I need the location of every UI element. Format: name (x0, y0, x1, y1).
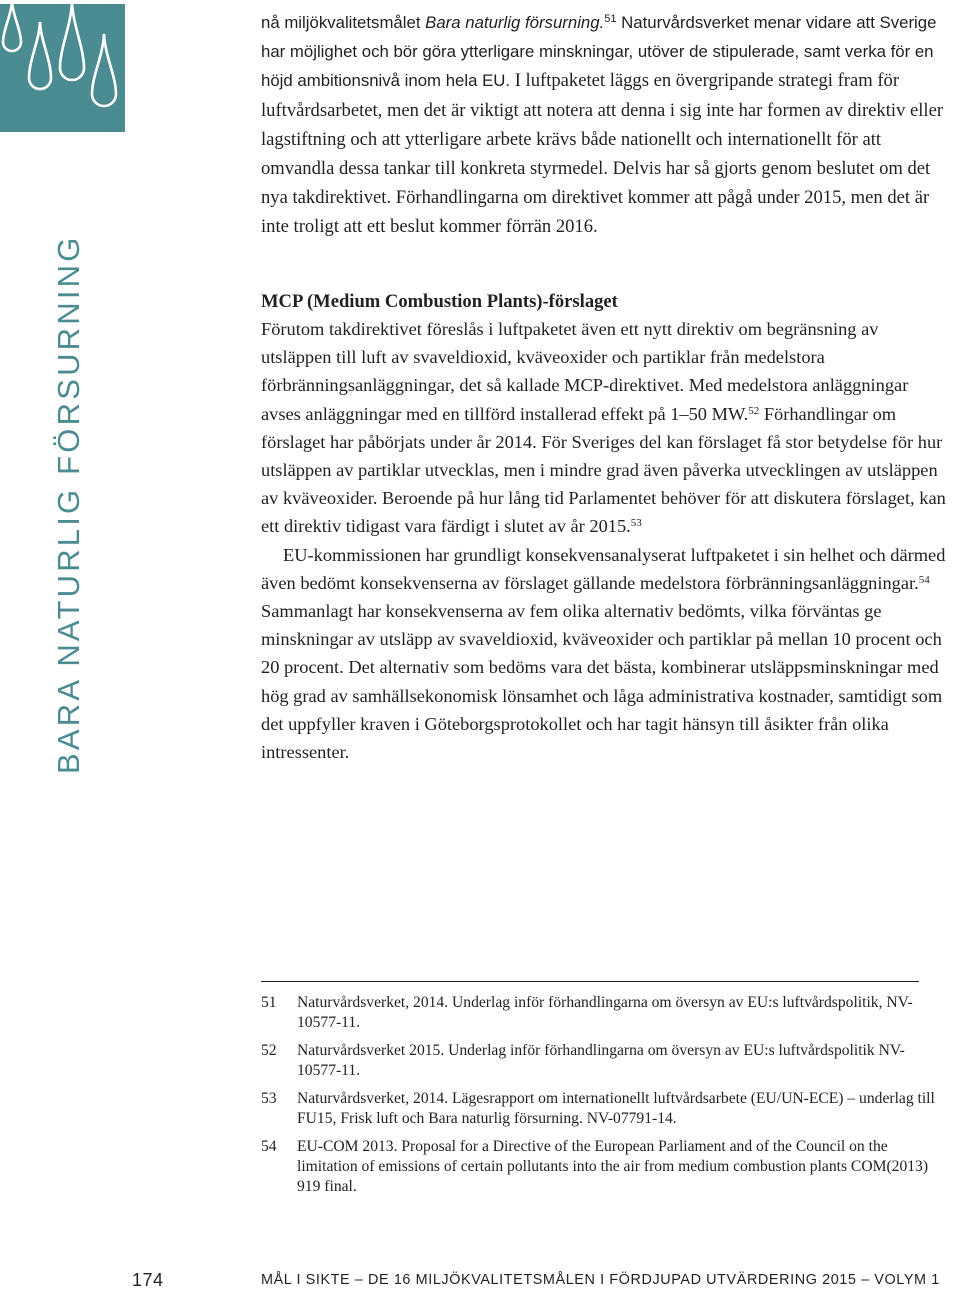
mcp-section (261, 289, 951, 766)
footnote-ref: 52 (748, 404, 760, 417)
footnote-text: Naturvårdsverket 2015. Underlag inför förhandlingarna om översyn av EU:s luftvårdspolitik NV-10577-11. (297, 1042, 905, 1079)
footnote (261, 1089, 951, 1129)
footnote (261, 993, 951, 1033)
page-number: 174 (132, 1270, 164, 1290)
footnote (261, 1137, 951, 1197)
footnote-number: 51 (261, 994, 277, 1011)
footnote-text: EU-COM 2013. Proposal for a Directive of the European Parliament and of the Council on the limitation of emissions of certain pollutants into the air from medium combustion plants COM(2013) 919 final. (297, 1138, 929, 1195)
footnote-number: 53 (261, 1090, 277, 1107)
intro-paragraph (261, 8, 951, 242)
section-paragraph-text: Förhandlingar om förslaget har påbörjats under år 2014. För Sveriges del kan förslaget få stor betydelse för hur utsläppen av partiklar utvecklas, men i mindre grad även påverka utvecklingen av utsläppen av kväveoxider. Beroende på hur lång tid Parlamentet behöver för att diskutera förslaget, kan ett direktiv tidigast vara färdigt i slutet av år 2015. (261, 403, 946, 537)
footnote (261, 1041, 951, 1081)
footnote-ref: 51 (604, 13, 617, 25)
footnote-ref: 53 (630, 517, 642, 530)
intro-continuation: I luftpaketet läggs en övergripande strategi fram för luftvårdsarbetet, men det är viktigt att notera att denna i sig inte har formen av direktiv eller lagstiftning och att ytterligare arbete krävs både nationellt och internationellt för att omvandla dessa tankar till konkreta styrmedel. Delvis har så gjorts genom beslutet om det nya takdirektivet. Förhandlingarna om direktivet kommer att pågå under 2015, men det är inte troligt att ett beslut kommer förrän 2016. (261, 70, 944, 238)
section-paragraph-text: EU-kommissionen har grundligt konsekvensanalyserat luftpaketet i sin helhet och därmed även bedömt konsekvenserna av förslaget gällande medelstora förbränningsanläggningar. (261, 544, 946, 593)
footnote-number: 52 (261, 1042, 277, 1059)
section-paragraph-text: Sammanlagt har konsekvenserna av fem olika alternativ bedömts, vilka förväntas ge minskningar av utsläpp av svaveldioxid, kväveoxider och partiklar på mellan 10 procent och 20 procent. Det alternativ som bedöms vara det bästa, kombinerar utsläppsminskningar med hög grad av samhällsekonomisk lönsamhet och låga administrativa kostnader, samtidigt som det uppfyller kraven i Göteborgsprotokollet och har tagit hänsyn till åsikter från olika intressenter. (261, 601, 943, 763)
intro-lead-text: nå miljökvalitetsmålet (261, 13, 426, 32)
footnote-number: 54 (261, 1138, 277, 1155)
section-paragraph (261, 315, 951, 541)
section-paragraph-text: Förutom takdirektivet föreslås i luftpaketet även ett nytt direktiv om begränsning av utsläppen till luft av svaveldioxid, kväveoxider och partiklar från medelstora förbränningsanläggningar, det så kallade MCP-direktivet. Med medelstora anläggningar avses anläggningar med en tillförd installerad effekt på 1–50 MW. (261, 319, 909, 424)
logo-tile (0, 4, 125, 132)
intro-sentence: Naturvårdsverket menar vidare att Sverige har möjlighet och bör göra ytterligare minskningar, utöver de stipulerade, samt verka för en höjd ambitionsnivå inom hela EU. (261, 13, 937, 91)
raindrops-icon (0, 4, 125, 132)
footnote-text: Naturvårdsverket, 2014. Lägesrapport om internationellt luftvårdsarbete (EU/UN-ECE) – underlag till FU15, Frisk luft och Bara naturlig försurning. NV-07791-14. (297, 1090, 935, 1127)
footnote-ref: 54 (918, 573, 930, 586)
section-heading: MCP (Medium Combustion Plants)-förslaget (261, 291, 618, 312)
footnote-divider (261, 981, 919, 982)
section-paragraph (261, 541, 951, 767)
footnotes (261, 993, 951, 1205)
footnote-text: Naturvårdsverket, 2014. Underlag inför förhandlingarna om översyn av EU:s luftvårdspolitik, NV-10577-11. (297, 994, 913, 1031)
goal-name: Bara naturlig försurning. (425, 13, 605, 32)
page-footer (0, 1270, 960, 1290)
publication-title: MÅL I SIKTE – DE 16 MILJÖKVALITETSMÅLEN I FÖRDJUPAD UTVÄRDERING 2015 – VOLYM 1 (261, 1272, 940, 1288)
side-title: BARA NATURLIG FÖRSURNING (51, 234, 86, 774)
